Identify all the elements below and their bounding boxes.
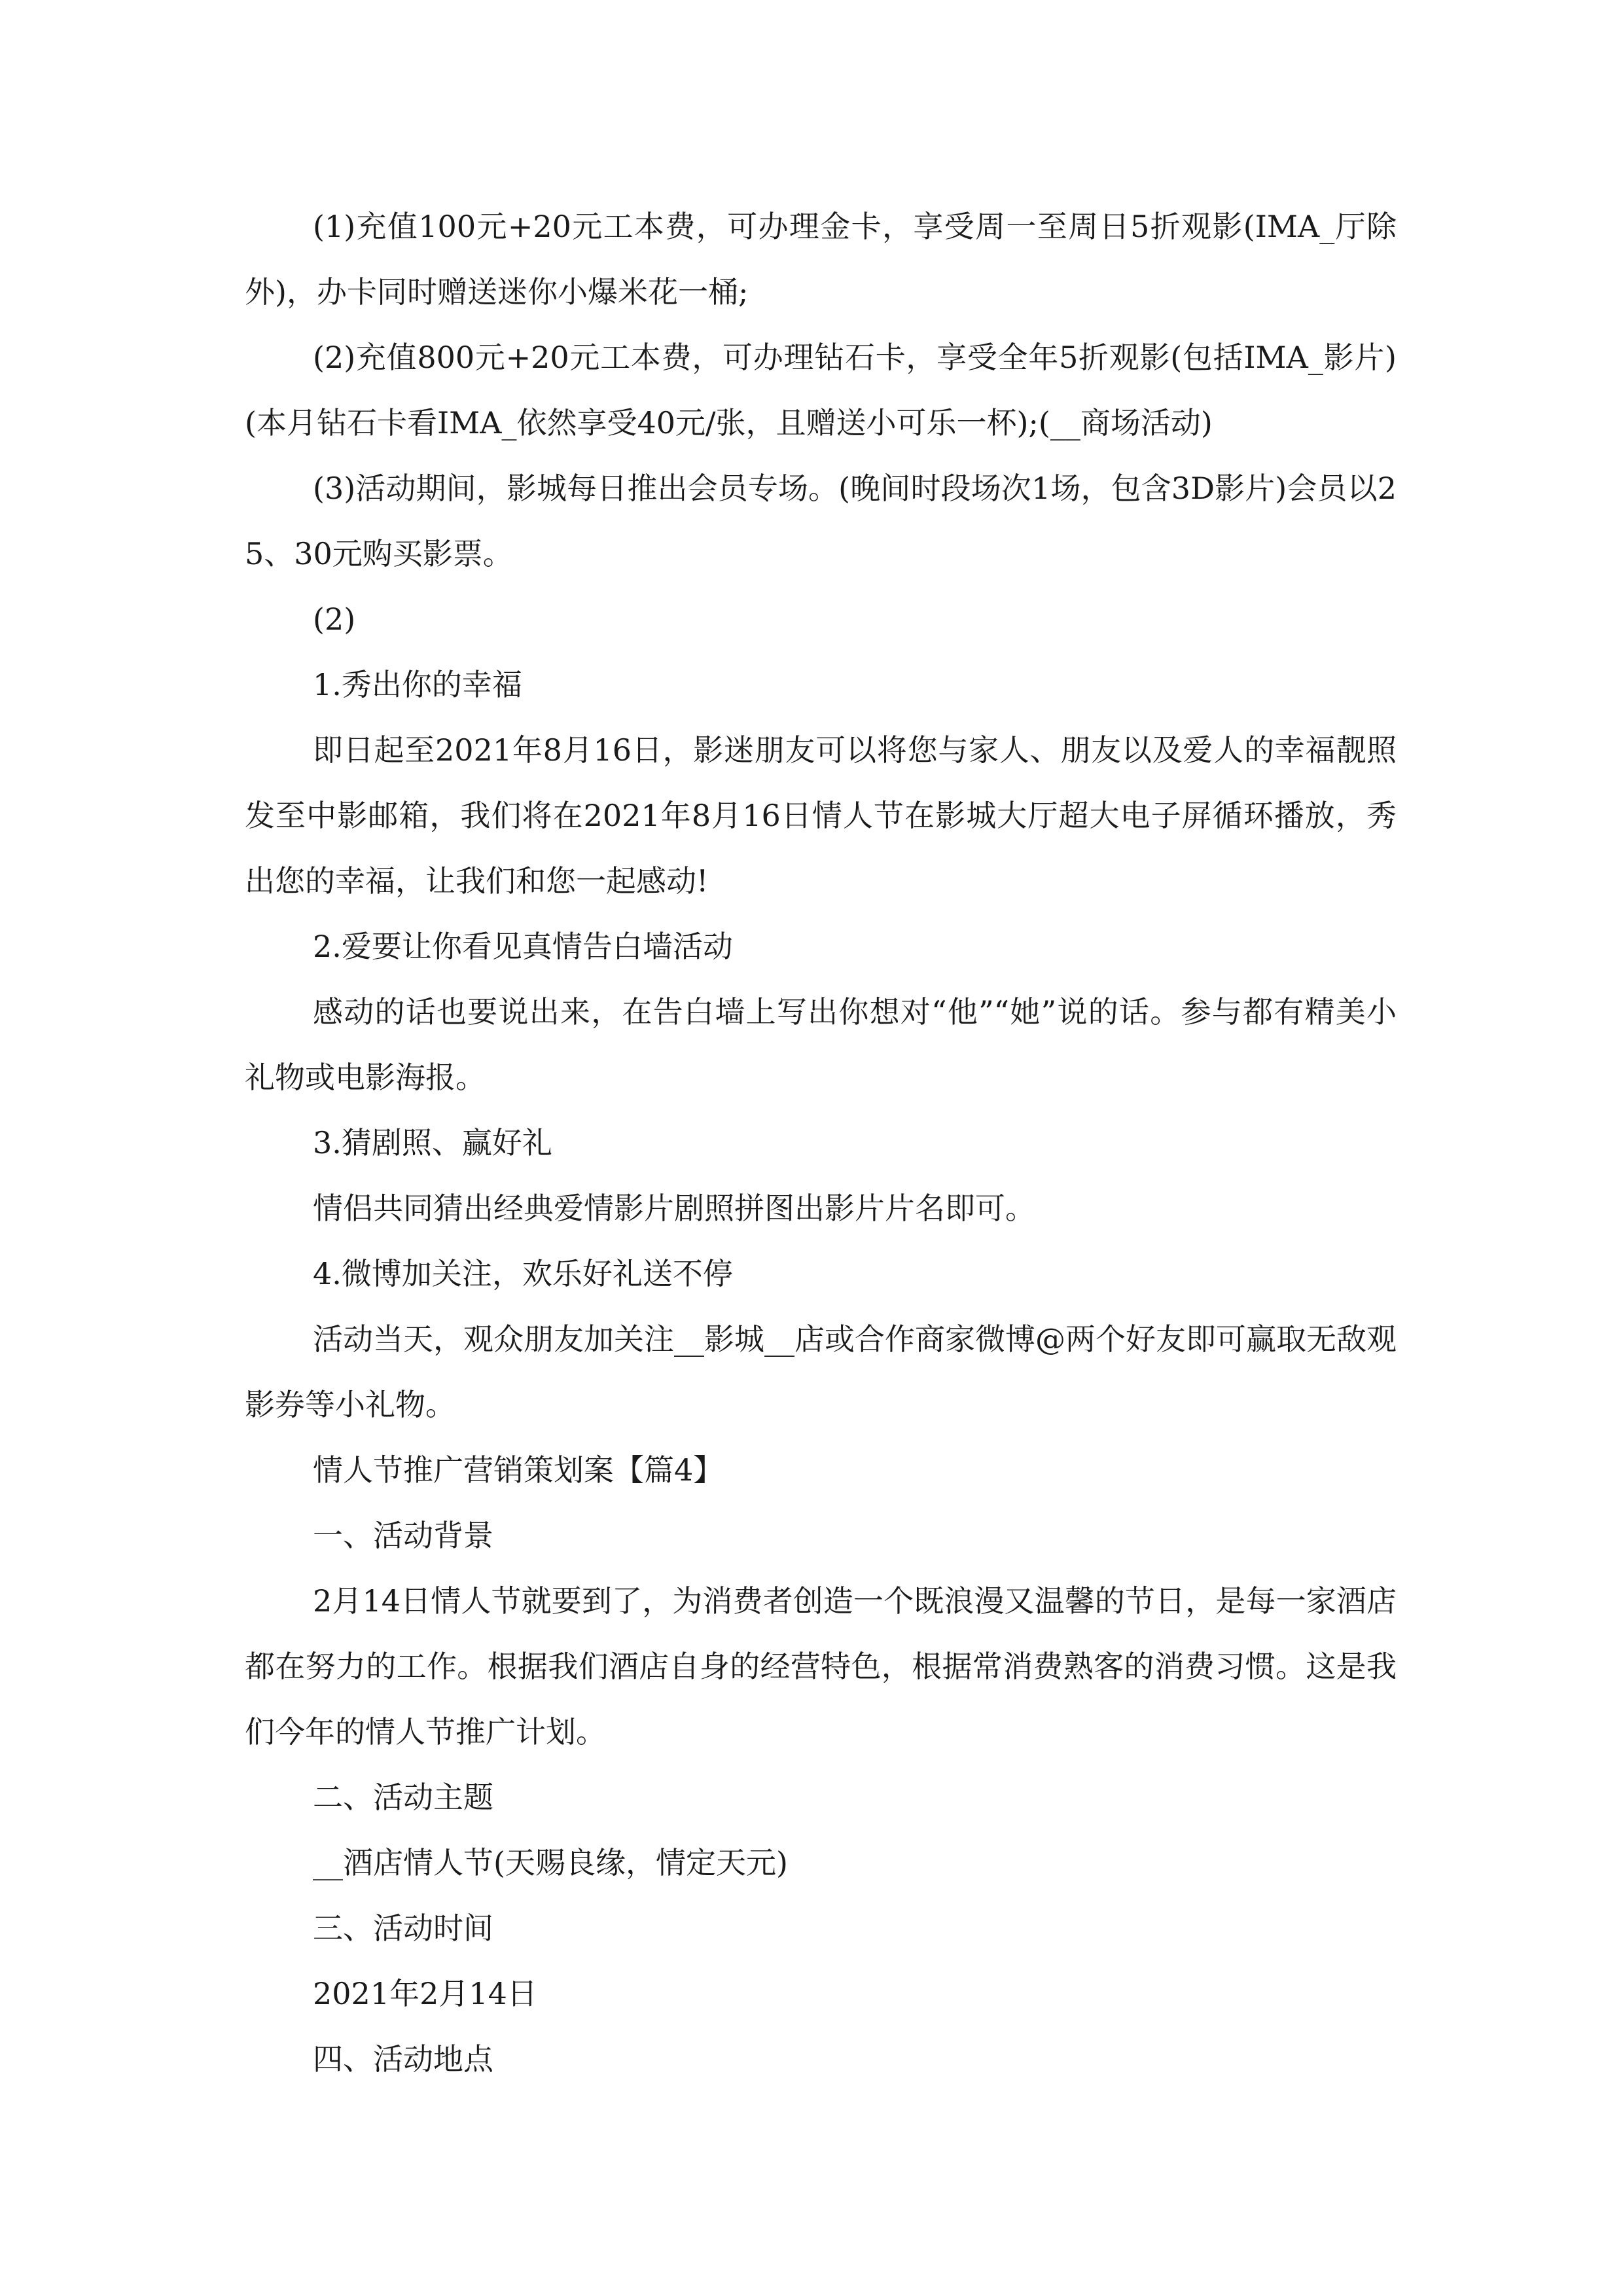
heading-time: 三、活动时间 — [313, 1910, 493, 1946]
heading-background: 一、活动背景 — [313, 1518, 493, 1553]
paragraph-weibo-follow: 活动当天，观众朋友加关注__影城__店或合作商家微博@两个好友即可赢取无敌观影券等小礼物。 — [245, 1321, 1397, 1422]
paragraph-theme: __酒店情人节(天赐良缘，情定天元) — [313, 1845, 788, 1880]
heading-weibo-follow: 4.微博加关注，欢乐好礼送不停 — [313, 1256, 733, 1291]
heading-show-happiness: 1.秀出你的幸福 — [313, 667, 522, 702]
paragraph-diamond-card: (2)充值800元+20元工本费，可办理钻石卡，享受全年5折观影(包括IMA_影片)(本月钻石卡看IMA_依然享受40元/张，且赠送小可乐一杯);(__商场活动) — [245, 340, 1397, 440]
paragraph-confession-wall: 感动的话也要说出来，在告白墙上写出你想对“他”“她”说的话。参与都有精美小礼物或电影海报。 — [245, 994, 1397, 1095]
heading-part-4: 情人节推广营销策划案【篇4】 — [313, 1452, 724, 1488]
document-body — [245, 194, 1397, 2092]
paragraph-guess-stills: 情侣共同猜出经典爱情影片剧照拼图出影片片名即可。 — [313, 1191, 1035, 1226]
heading-theme: 二、活动主题 — [313, 1780, 493, 1815]
heading-confession-wall: 2.爱要让你看见真情告白墙活动 — [313, 929, 733, 964]
heading-location: 四、活动地点 — [313, 2041, 493, 2077]
paragraph-time: 2021年2月14日 — [313, 1976, 537, 2011]
paragraph-background: 2月14日情人节就要到了，为消费者创造一个既浪漫又温馨的节日，是每一家酒店都在努力的工作。根据我们酒店自身的经营特色，根据常消费熟客的消费习惯。这是我们今年的情人节推广计划。 — [245, 1583, 1397, 1749]
paragraph-section-2: (2) — [313, 601, 356, 637]
heading-guess-stills: 3.猜剧照、赢好礼 — [313, 1125, 552, 1160]
paragraph-gold-card: (1)充值100元+20元工本费，可办理金卡，享受周一至周日5折观影(IMA_厅除外)，办卡同时赠送迷你小爆米花一桶; — [245, 209, 1397, 310]
paragraph-member-screening: (3)活动期间，影城每日推出会员专场。(晚间时段场次1场，包含3D影片)会员以25、30元购买影票。 — [245, 471, 1397, 571]
paragraph-show-happiness: 即日起至2021年8月16日，影迷朋友可以将您与家人、朋友以及爱人的幸福靓照发至中影邮箱，我们将在2021年8月16日情人节在影城大厅超大电子屏循环播放，秀出您的幸福，让我们和您一起感动! — [245, 732, 1397, 899]
